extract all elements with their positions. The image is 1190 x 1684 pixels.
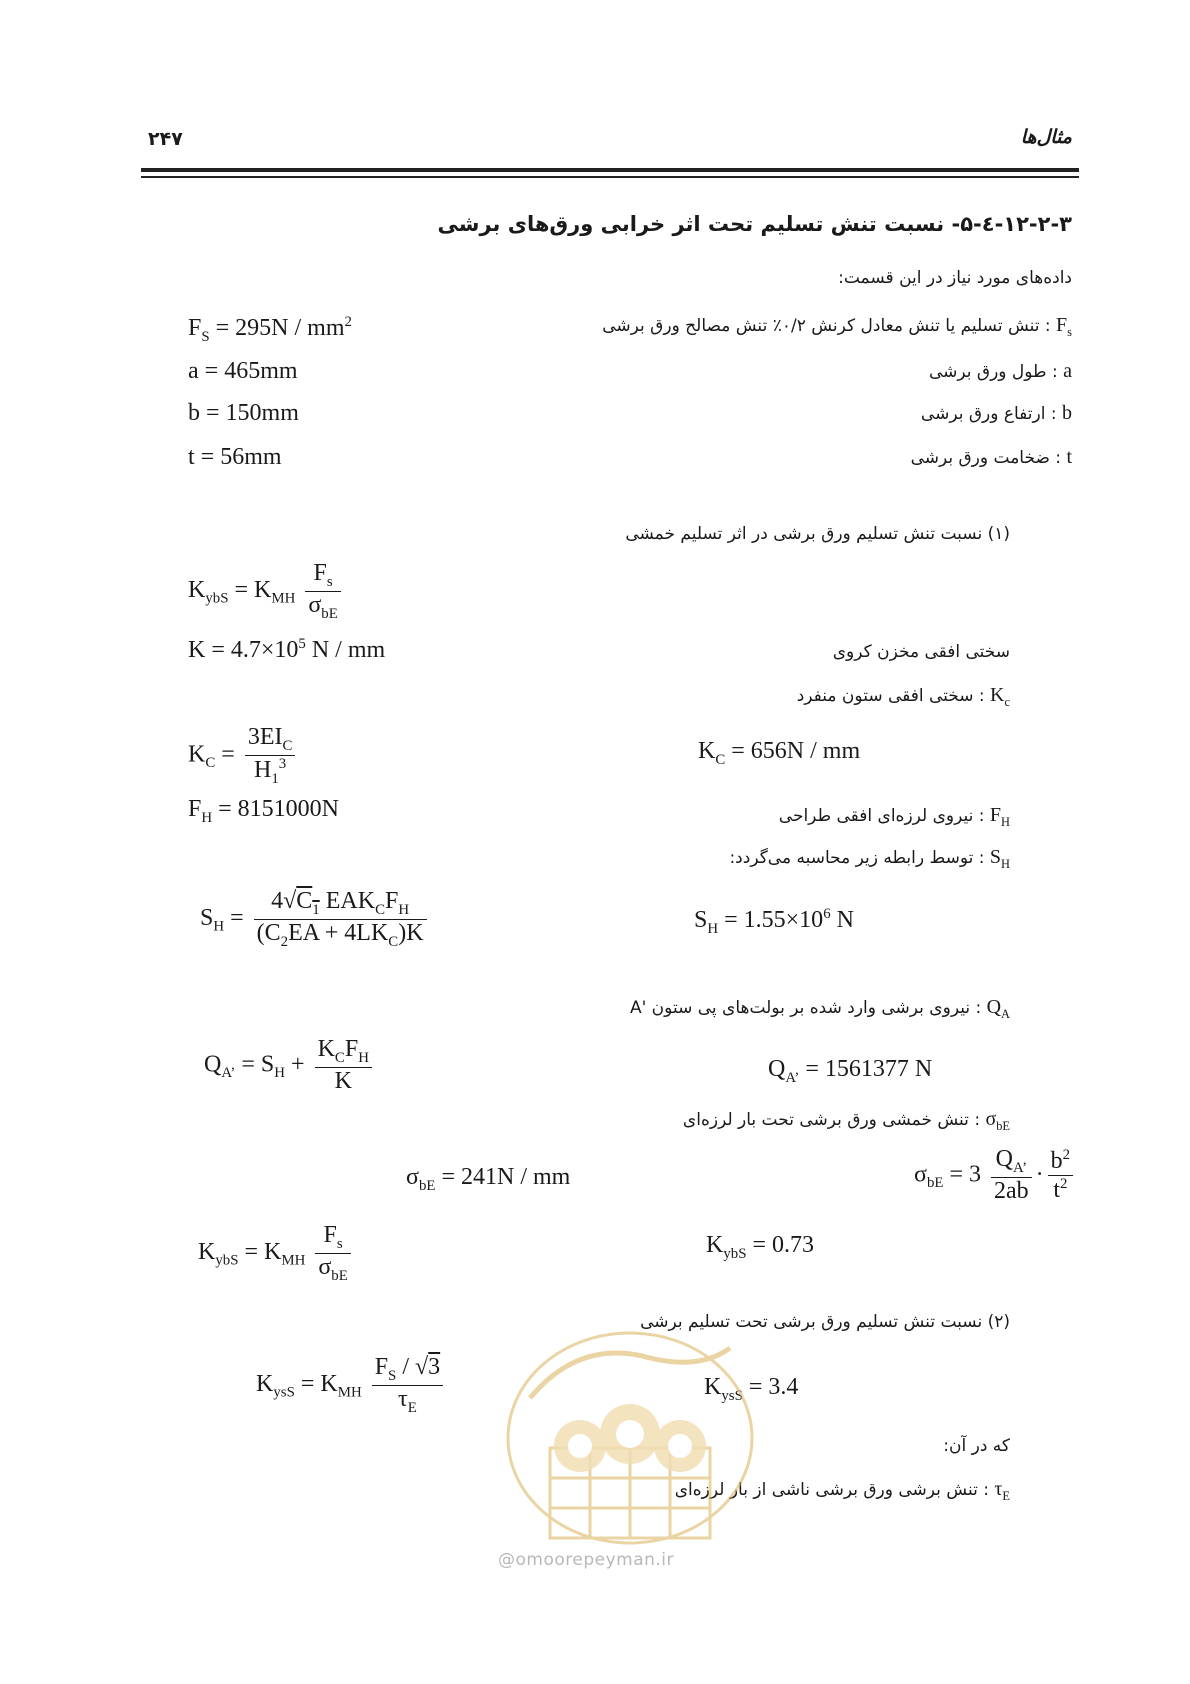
kybs-value: $K_{ybS} = 0.73$ [706, 1232, 815, 1262]
fh-definition: $F_H$ : نیروی لرزه‌ای افقی طراحی [778, 804, 1010, 829]
fs-value: $F_S = 295N / mm^2$ [188, 314, 352, 345]
kybs-formula: $K_{ybS} = K_{MH}$ $\frac{F_s}{\sigma_{bE}}$ [188, 560, 345, 623]
fs-definition: $F_s$ : تنش تسلیم یا تنش معادل کرنش ۰/۲٪ تنش مصالح ورق برشی [602, 314, 1072, 339]
t-definition: t : ضخامت ورق برشی [910, 446, 1072, 468]
kybs-formula-2: $K_{ybS} = K_{MH}$ $\frac{F_s}{\sigma_{bE}}$ [198, 1222, 355, 1285]
sh-formula: $S_H$ = $\frac{4√C_1 EAK_CF_H}{(C_2EA + 4LK_C)K}$ [200, 888, 431, 951]
fh-value: $F_H = 8151000N$ [188, 796, 339, 826]
watermark-logo [490, 1318, 770, 1568]
b-value: b = 150mm [188, 400, 299, 426]
sigma-formula: $\sigma_{bE} = 3$ $\frac{Q_{A’}}{2ab}$ · $\frac{b^2}{t^2}$ [914, 1146, 1077, 1205]
page-number: ۲۴۷ [148, 128, 183, 150]
qa-formula: $Q_{A’} = S_H$ + $\frac{K_CF_H}{K}$ [204, 1036, 376, 1095]
qa-value: $Q_{A’} = 1561377$ N [768, 1056, 933, 1086]
part1-heading: (۱) نسبت تنش تسلیم ورق برشی در اثر تسلیم خمشی [625, 524, 1010, 544]
k-value: $K = 4.7\times 10^5$ N / mm [188, 636, 386, 663]
running-title: مثال‌ها [1020, 126, 1072, 148]
tau-definition: $\tau_E$ : تنش برشی ورق برشی ناشی از بار لرزه‌ای [674, 1478, 1010, 1503]
sigma-definition: $\sigma_{bE}$ : تنش خمشی ورق برشی تحت بار لرزه‌ای [682, 1108, 1010, 1133]
sh-definition: $S_H$ : توسط رابطه زیر محاسبه می‌گردد: [729, 846, 1010, 871]
kc-formula: $K_C$ = $\frac{3EI_C}{H_1^3}$ [188, 724, 299, 788]
a-definition: a : طول ورق برشی [928, 360, 1072, 382]
kyss-formula: $K_{ysS} = K_{MH}$ $\frac{F_S / √3}{\tau_E}$ [256, 1354, 447, 1417]
b-definition: b : ارتفاع ورق برشی [920, 402, 1072, 424]
header-rule-thin [141, 176, 1079, 178]
header-rule-thick [141, 168, 1079, 172]
sigma-value: $\sigma_{bE} = 241N$ / mm [406, 1164, 571, 1194]
a-value: a = 465mm [188, 358, 298, 384]
fs-symbol: $F_s$ [1056, 314, 1072, 339]
section-title: ۱۲-۲-۳-٤-۵- نسبت تنش تسلیم تحت اثر خرابی ورق‌های برشی [437, 212, 1072, 236]
kc-definition: $K_c$ : سختی افقی ستون منفرد [796, 684, 1010, 709]
sh-value: $S_H = 1.55\times 10^6$ N [694, 906, 854, 937]
where-text: که در آن: [943, 1436, 1010, 1456]
kc-value: $K_C = 656N$ / mm [698, 738, 861, 768]
k-definition: سختی افقی مخزن کروی [832, 642, 1010, 662]
part2-heading: (۲) نسبت تنش تسلیم ورق برشی تحت تسلیم برشی [640, 1312, 1010, 1332]
t-value: t = 56mm [188, 444, 282, 470]
watermark-text: @omoorepeyman.ir [498, 1550, 675, 1570]
qa-definition: $Q_A$ : نیروی برشی وارد شده بر بولت‌های پی ستون 'A [629, 996, 1010, 1021]
kyss-value: $K_{ysS} = 3.4$ [704, 1374, 799, 1404]
data-intro: داده‌های مورد نیاز در این قسمت: [838, 268, 1072, 288]
